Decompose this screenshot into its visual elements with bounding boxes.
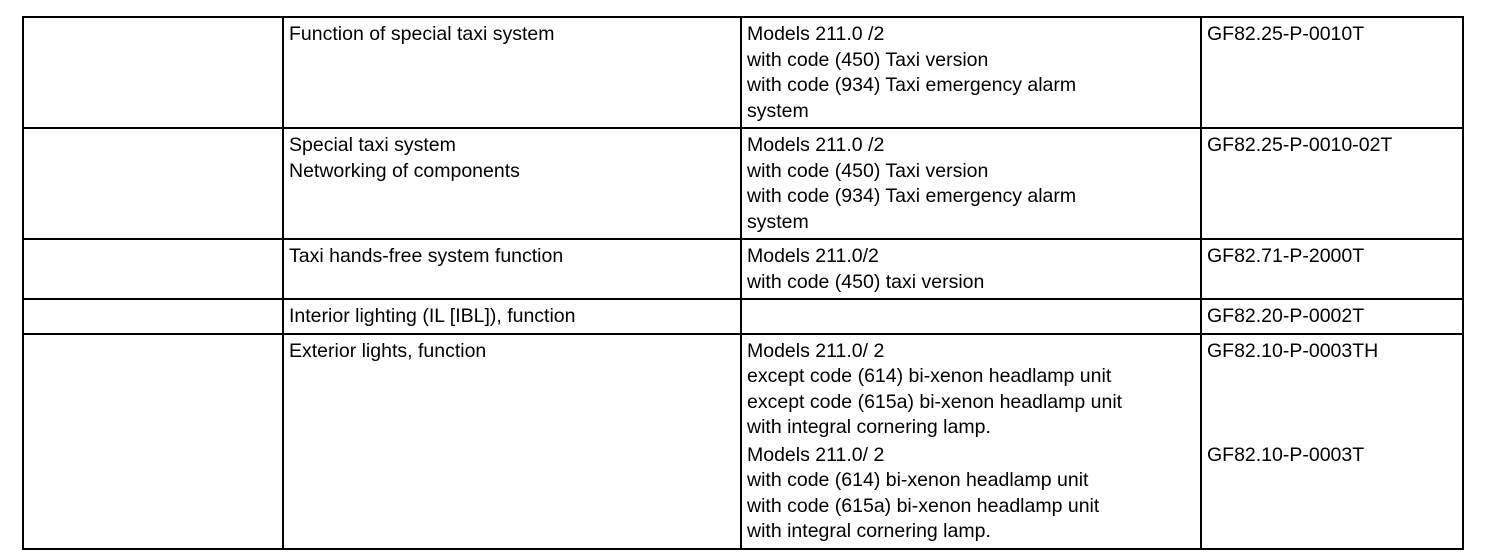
applicability-line: with code (934) Taxi emergency alarm (747, 185, 1077, 207)
empty-cell (23, 299, 283, 334)
title-cell (283, 17, 741, 128)
doc-number-cell (1201, 128, 1463, 239)
applicability-line: Models 211.0/2 (747, 245, 879, 267)
title-line: Function of special taxi system (289, 23, 555, 45)
applicability-cell (741, 128, 1201, 239)
table-row (23, 239, 1463, 299)
applicability-line: except code (614) bi-xenon headlamp unit (747, 365, 1112, 387)
applicability-line: with code (615a) bi-xenon headlamp unit (747, 494, 1100, 517)
applicability-line: with code (614) bi-xenon headlamp unit (747, 469, 1089, 491)
applicability-block (747, 339, 1195, 441)
doc-number: GF82.20-P-0002T (1207, 305, 1365, 327)
doc-number-cell (1201, 299, 1463, 334)
applicability-cell (741, 17, 1201, 128)
doc-number: GF82.10-P-0003TH (1207, 339, 1379, 362)
empty-cell (23, 17, 283, 128)
applicability-line: with code (450) Taxi version (747, 48, 989, 71)
title-cell (283, 299, 741, 334)
applicability-block (747, 443, 1195, 545)
title-cell (283, 334, 741, 549)
applicability-line: Models 211.0 /2 (747, 134, 885, 156)
title-cell (283, 239, 741, 299)
empty-cell (23, 239, 283, 299)
table-row (23, 17, 1463, 128)
applicability-line: Models 211.0/ 2 (747, 443, 885, 466)
doc-number: GF82.10-P-0003T (1207, 444, 1365, 466)
applicability-line: with integral cornering lamp. (747, 520, 991, 542)
applicability-line: Models 211.0 /2 (747, 23, 885, 45)
table-row (23, 299, 1463, 334)
applicability-line: with code (450) taxi version (747, 270, 985, 293)
doc-number-cell (1201, 239, 1463, 299)
title-line: Special taxi system (289, 134, 456, 156)
applicability-line: with code (450) Taxi version (747, 159, 989, 182)
applicability-line: except code (615a) bi-xenon headlamp unit (747, 390, 1123, 413)
title-line: Taxi hands-free system function (289, 245, 564, 267)
applicability-line: with code (934) Taxi emergency alarm (747, 74, 1077, 96)
title-line: Networking of components (289, 159, 520, 182)
doc-number-cell (1201, 334, 1463, 549)
empty-cell (23, 334, 283, 549)
title-line: Exterior lights, function (289, 339, 487, 362)
doc-number-cell (1201, 17, 1463, 128)
doc-number: GF82.25-P-0010T (1207, 23, 1365, 45)
title-line: Interior lighting (IL [IBL]), function (289, 305, 576, 327)
applicability-line: system (747, 99, 809, 122)
empty-cell (23, 128, 283, 239)
doc-number: GF82.25-P-0010-02T (1207, 134, 1393, 156)
applicability-cell (741, 239, 1201, 299)
applicability-line: Models 211.0/ 2 (747, 339, 885, 362)
title-cell (283, 128, 741, 239)
applicability-line: with integral cornering lamp. (747, 416, 991, 438)
doc-number: GF82.71-P-2000T (1207, 245, 1365, 267)
applicability-cell (741, 334, 1201, 549)
table-row (23, 334, 1463, 549)
table-row (23, 128, 1463, 239)
applicability-cell (741, 299, 1201, 334)
applicability-line: system (747, 210, 809, 233)
document-table (22, 16, 1464, 550)
spacer (1207, 364, 1457, 443)
